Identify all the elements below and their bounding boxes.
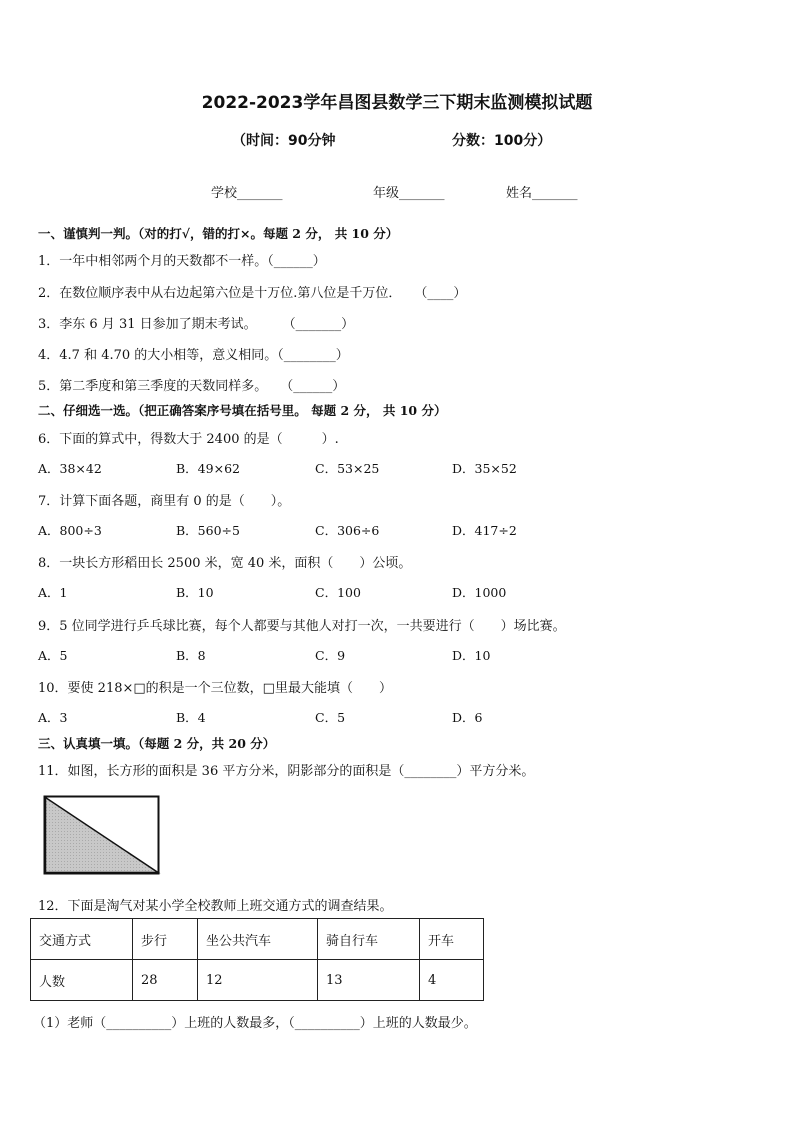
option-8c: C．100	[315, 585, 361, 600]
question-4: 4．4.7 和 4.70 的大小相等，意义相同。（________）	[38, 348, 349, 363]
table-cell: 坐公共汽车	[198, 919, 318, 960]
option-10c: C．5	[315, 710, 346, 725]
question-2: 2．在数位顺序表中从右边起第六位是十万位.第八位是千万位． （____）	[38, 286, 467, 301]
table-cell: 人数	[31, 960, 133, 1001]
option-10d: D．6	[452, 710, 483, 725]
table-cell: 交通方式	[31, 919, 133, 960]
page-title: 2022-2023学年昌图县数学三下期末监测模拟试题	[201, 93, 593, 113]
table-cell: 骑自行车	[318, 919, 420, 960]
question-12: 12．下面是淘气对某小学全校教师上班交通方式的调查结果。	[38, 899, 393, 914]
question-12-1: （1）老师（__________）上班的人数最多，（__________）上班的人数最少。	[33, 1016, 477, 1031]
option-8d: D．1000	[452, 585, 507, 600]
table-cell: 28	[133, 960, 198, 1001]
table-cell: 4	[420, 960, 484, 1001]
school-field: 学校_______	[211, 186, 283, 201]
option-7b: B．560÷5	[176, 523, 240, 538]
exam-score: 分数：100分）	[452, 133, 552, 149]
grade-field: 年级_______	[373, 186, 445, 201]
name-field: 姓名_______	[506, 186, 578, 201]
question-1: 1．一年中相邻两个月的天数都不一样。（______）	[38, 254, 326, 269]
table-row	[31, 960, 484, 1001]
option-7d: D．417÷2	[452, 523, 517, 538]
table-row	[31, 919, 484, 960]
option-6c: C．53×25	[315, 461, 380, 476]
option-8b: B．10	[176, 585, 214, 600]
option-6d: D．35×52	[452, 461, 517, 476]
question-3: 3．李东 6 月 31 日参加了期末考试。 （_______）	[38, 317, 355, 332]
option-10b: B．4	[176, 710, 206, 725]
table-cell: 开车	[420, 919, 484, 960]
section-heading-1: 一、谨慎判一判。（对的打√，错的打×。每题 2 分， 共 10 分）	[38, 226, 399, 241]
option-6b: B．49×62	[176, 461, 240, 476]
commute-survey-table	[30, 918, 484, 1001]
question-9: 9．5 位同学进行乒乓球比赛，每个人都要与其他人对打一次，一共要进行（ ）场比赛。	[38, 619, 566, 634]
option-6a: A．38×42	[38, 461, 102, 476]
option-9b: B．8	[176, 648, 206, 663]
question-7: 7．计算下面各题，商里有 0 的是（ ）。	[38, 494, 291, 509]
option-9a: A．5	[38, 648, 68, 663]
question-5: 5．第二季度和第三季度的天数同样多。 （______）	[38, 379, 346, 394]
question-11: 11．如图，长方形的面积是 36 平方分米，阴影部分的面积是（________）平方分米。	[38, 764, 535, 779]
question-10: 10．要使 218×□的积是一个三位数，□里最大能填（ ）	[38, 681, 392, 696]
question-8: 8．一块长方形稻田长 2500 米，宽 40 米，面积（ ）公顷。	[38, 556, 412, 571]
section-heading-3: 三、认真填一填。（每题 2 分，共 20 分）	[38, 736, 276, 751]
option-10a: A．3	[38, 710, 68, 725]
option-9c: C．9	[315, 648, 346, 663]
option-7c: C．306÷6	[315, 523, 380, 538]
table-cell: 13	[318, 960, 420, 1001]
table-cell: 步行	[133, 919, 198, 960]
option-9d: D．10	[452, 648, 491, 663]
table-cell: 12	[198, 960, 318, 1001]
section-heading-2: 二、仔细选一选。（把正确答案序号填在括号里。 每题 2 分， 共 10 分）	[38, 403, 447, 418]
exam-time: （时间：90分钟	[232, 133, 336, 149]
option-8a: A．1	[38, 585, 68, 600]
rectangle-shaded-figure	[43, 795, 161, 875]
option-7a: A．800÷3	[38, 523, 102, 538]
question-6: 6．下面的算式中，得数大于 2400 的是（ ）.	[38, 432, 339, 447]
